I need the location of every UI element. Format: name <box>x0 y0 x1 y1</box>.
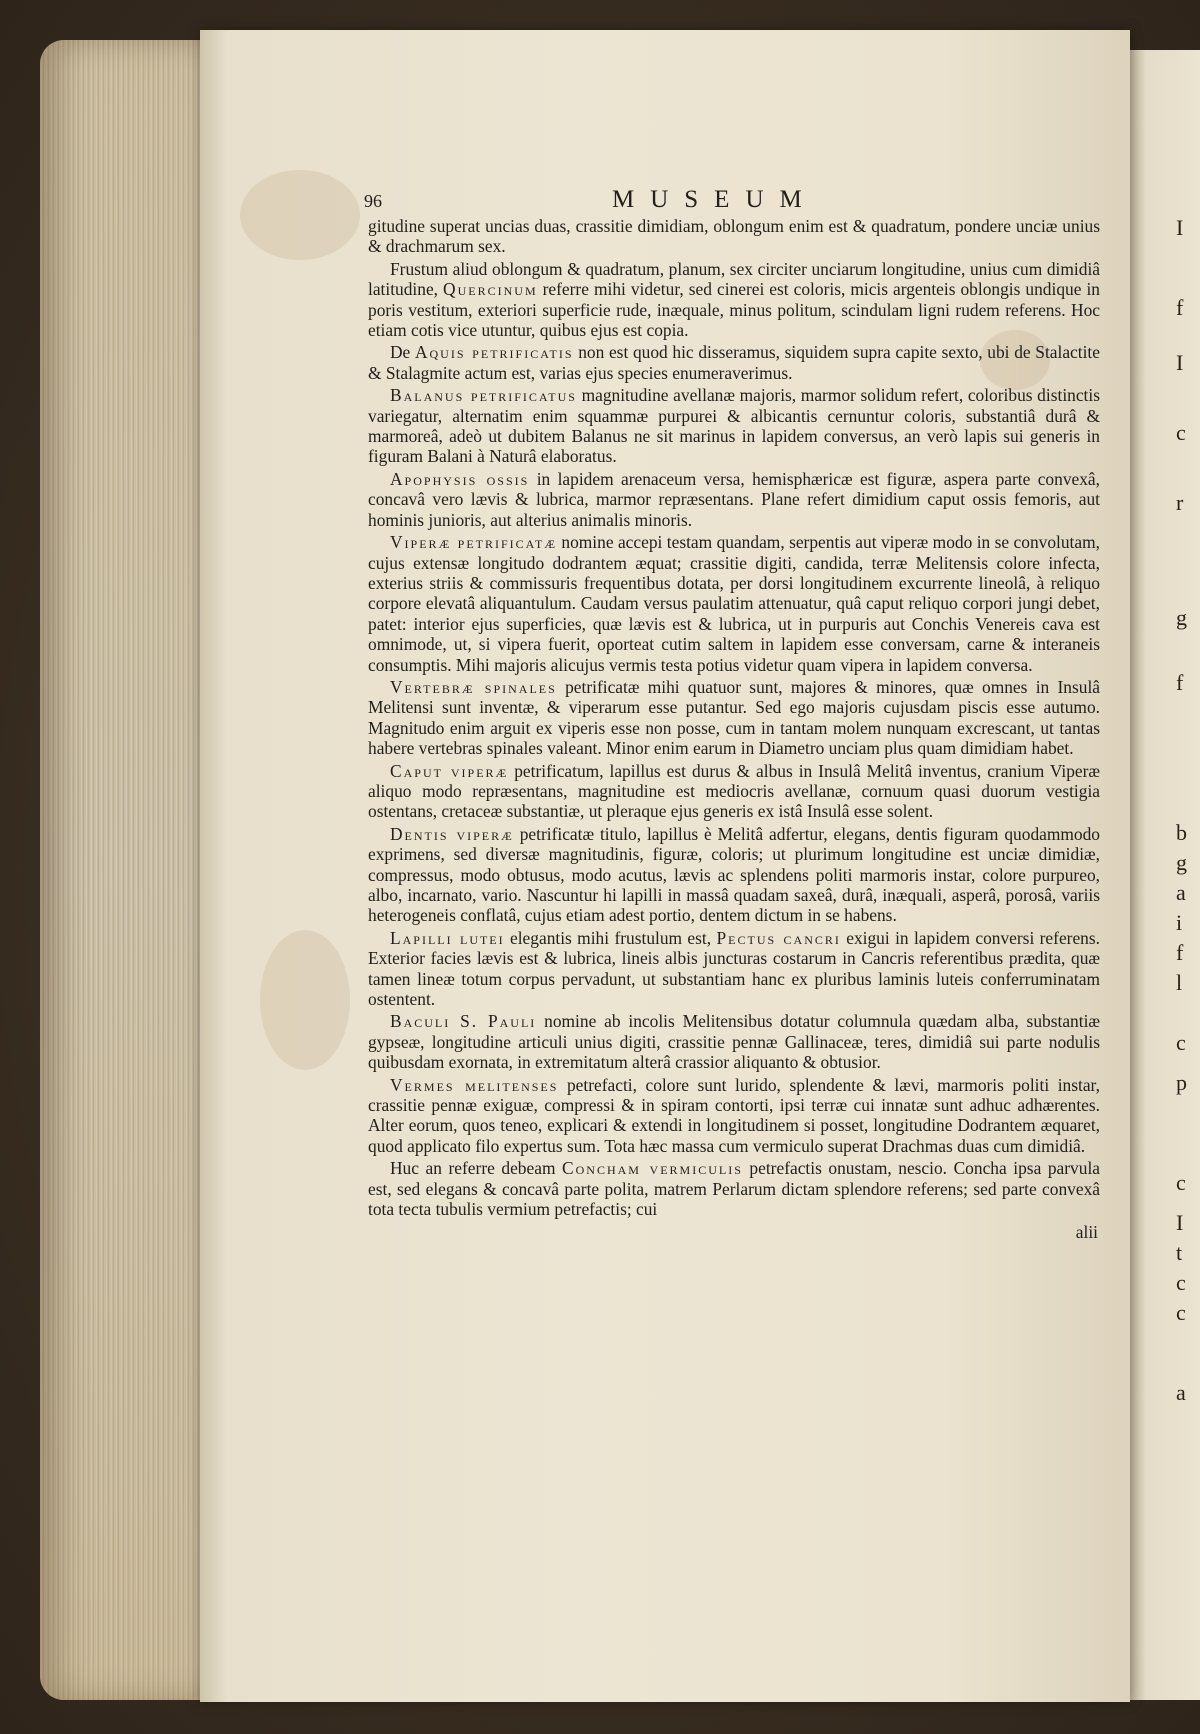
foxing-spot <box>240 170 360 260</box>
paragraph-text: petrificatæ titulo, lapillus è Melitâ adfertur, elegans, dentis figuram quodammodo exprimens, sed diversæ magnitudinis, figuræ, coloris; ut plurimum longitudine est unciæ dimidiæ, compressus, modo obtusus, modo acutus, lævis ac splendens politi marmoris instar, colore purpureo, albo, incarnato, vario. Nascuntur hi lapilli in massâ quadam saxeâ, durâ, inæquali, asperâ, porosâ, variis heterogeneis conflatâ, cujus etiam adest portio, dentem dictum in se habens. <box>368 823 1100 926</box>
small-caps-term: Caput viperæ <box>390 760 509 781</box>
facing-page-letter: c <box>1176 1170 1186 1195</box>
facing-page-letter: c <box>1176 1300 1186 1325</box>
paragraph-text: gitudine superat uncias duas, crassitie dimidiam, oblongum enim est & quadratum, pondere unciæ unius & drachmarum sex. <box>368 216 1100 257</box>
facing-page-letter: p <box>1176 1070 1187 1095</box>
facing-page-letter: g <box>1176 850 1187 875</box>
paragraph-text: nomine ab incolis Melitensibus dotatur columnula quædam alba, substantiæ gypseæ, longitudine articuli unius digiti, crassitie pennæ Gallinaceæ, teres, dimidiâ sui parte nodulis quibusdam exornata, in extremitatum alterâ crassior aliquanto & obtusior. <box>368 1011 1100 1073</box>
paragraph-text: petrefactis onustam, nescio. Concha ipsa parvula est, sed elegans & concavâ parte polita, matrem Perlarum dictam splendore referens; sed parte convexâ tota tecta tubulis vermium petrefactis; cui <box>368 1158 1100 1220</box>
paragraph-text: exigui in lapidem conversi referens. Exterior facies lævis est & lubrica, lineis albis juncturas costarum in Cancris referentibus prædita, quæ tamen lineæ totum corpus pervadunt, ut substantiam hanc ex pluribus laminis luteis conferruminatam ostentent. <box>368 927 1100 1010</box>
page-block-edges <box>40 40 215 1700</box>
paragraph <box>368 216 1100 257</box>
paragraph-text: petrefacti, colore sunt lurido, splendente & lævi, marmoris politi instar, crassitie pennæ exiguæ, compressi & in spiram contorti, ipsi terræ cui innatæ sunt adhuc adhærentes. Alter eorum, quos teneo, explicari & extendi in longitudinem si posset, longitudine Dodrantem æquaret, quod applicato filo expertus sum. Tota hæc massa cum vermiculo superat Drachmas duas cum dimidiâ. <box>368 1074 1100 1156</box>
paragraph-text: non est quod hic disseramus, siquidem supra capite sexto, ubi de Stalactite & Stalagmite actum est, varias ejus species enumeraverimus. <box>368 342 1100 383</box>
catchword: alii <box>1075 1221 1098 1242</box>
facing-page-letter: g <box>1176 605 1187 630</box>
facing-page-letter: a <box>1176 1380 1186 1405</box>
paragraph-text: Huc an referre debeam <box>390 1158 563 1179</box>
paragraph-text: De <box>390 342 415 363</box>
paragraph <box>368 824 1100 926</box>
paragraph-text: referre mihi videtur, sed cinerei est coloris, micis argenteis oblongis undique in poris vestitum, exteriori superficie rude, inæquale, minus politum, scindulam ligni rudem referens. Hoc etiam cotis vice utuntur, quibus ejus est copia. <box>368 279 1100 341</box>
facing-page-letter: f <box>1176 940 1184 965</box>
facing-page-letter: c <box>1176 420 1186 445</box>
facing-page-letter: t <box>1176 1240 1183 1265</box>
foxing-spot <box>260 930 350 1070</box>
page-text-block <box>364 186 1101 1242</box>
small-caps-term: Balanus petrificatus <box>390 385 577 406</box>
running-head <box>364 186 1100 214</box>
facing-page-letter: I <box>1176 215 1184 240</box>
paragraph-text: elegantis mihi frustulum est, <box>504 927 717 948</box>
facing-page-letter: i <box>1176 910 1183 935</box>
paragraph-text: magnitudine avellanæ majoris, marmor solidum refert, coloribus distinctis variegatur, alternatim enim squammæ purpurei & albicantis cernuntur coloris, substantiâ durâ & marmoreâ, adeò ut dubitem Balanus ne sit marinus in lapidem conversus, an verò lapis sui generis in figuram Balani à Naturâ elaboratus. <box>368 385 1100 467</box>
paragraph <box>368 532 1100 675</box>
facing-page-letter: c <box>1176 1270 1186 1295</box>
paragraph <box>368 1075 1100 1157</box>
facing-page-letter: l <box>1176 970 1183 995</box>
facing-page-letter: I <box>1176 1210 1184 1235</box>
body-paragraphs <box>368 216 1100 1220</box>
small-caps-term: Aquis petrificatis <box>414 342 574 363</box>
small-caps-term: Vermes melitenses <box>390 1074 559 1095</box>
small-caps-term: Vertebræ spinales <box>390 676 557 697</box>
paragraph <box>368 259 1100 341</box>
paragraph-text: Frustum aliud oblongum & quadratum, planum, sex circiter unciarum longitudine, unius cum dimidiâ latitudine, <box>368 258 1100 300</box>
small-caps-term: Pectus cancri <box>716 927 841 948</box>
facing-page-letter: I <box>1176 350 1184 375</box>
small-caps-term: Quercinum <box>443 279 538 300</box>
paragraph <box>368 761 1100 822</box>
small-caps-term: Viperæ petrificatæ <box>390 532 557 553</box>
paragraph-text: petrificatæ mihi quatuor sunt, majores & minores, quæ omnes in Insulâ Melitensi sunt inventæ, & viperarum esse putantur. Sed ego majoris cujusdam piscis esse autumo. Magnitudo enim arguit ex viperis esse non posse, cum in tantam molem nunquam excrescant, ut tantas habere vertebras spinales valeant. Minor enim earum in Diametro unciam plus quam dimidiam habet. <box>368 676 1101 759</box>
facing-page-letter: a <box>1176 880 1186 905</box>
facing-page-letter: c <box>1176 1030 1186 1055</box>
facing-page-letter: b <box>1176 820 1187 845</box>
paragraph-text: in lapidem arenaceum versa, hemisphæricæ est figuræ, aspera parte convexâ, concavâ vero lævis & lubrica, marmor repræsentans. Plane refert dimidium caput ossis femoris, aut hominis junioris, aut alterius animalis minoris. <box>368 468 1100 530</box>
paragraph <box>368 677 1100 759</box>
small-caps-term: Apophysis ossis <box>390 468 530 489</box>
paragraph <box>368 1011 1100 1072</box>
facing-page-letter: f <box>1176 670 1184 695</box>
paragraph <box>368 928 1100 1010</box>
small-caps-term: Concham vermiculis <box>562 1158 743 1179</box>
facing-page-letter: f <box>1176 295 1184 320</box>
paragraph-text: petrificatum, lapillus est durus & albus in Insulâ Melitâ inventus, cranium Viperæ aliquo modo repræsentans, magnitudine est mediocris avellanæ, cornuum quasi duorum vestigia ostentans, cretaceæ substantiæ, ut pleraque ejus generis ex istâ Insulâ esse solent. <box>368 760 1101 822</box>
facing-page-edge <box>1128 50 1200 1700</box>
paragraph-text: nomine accepi testam quandam, serpentis aut viperæ modo in se convolutam, cujus extensæ longitudo dodrantem æquat; crassitie digiti, candida, terræ Melitensis colore infecta, exterius striis & commissuris frequentibus dotata, per dorsi longitudinem excurrente lineolâ, à reliquo corpore elevatâ aliquantulum. Caudam versus paulatim attenuatur, quâ caput reliquo corpori jungi debet, patet: interior ejus superficies, quæ lævis est & lubrica, ut in purpuris aut Conchis Venereis cava est omnimode, ut, si vipera fuerit, oporteat cutim saltem in lapidem esse conversam, carne & interaneis consumptis. Mihi majoris alicujus vermis testa potius videtur quam vipera in lapidem conversa. <box>368 532 1100 675</box>
paragraph <box>368 385 1100 467</box>
paragraph <box>368 342 1100 383</box>
page-number: 96 <box>364 191 382 211</box>
paragraph <box>368 469 1100 530</box>
small-caps-term: Dentis viperæ <box>390 823 514 844</box>
small-caps-term: Lapilli lutei <box>390 927 505 948</box>
small-caps-term: Baculi S. Pauli <box>390 1011 537 1032</box>
paragraph <box>368 1158 1100 1219</box>
running-head-title: MUSEUM <box>612 186 818 213</box>
facing-page-letter: r <box>1176 490 1184 515</box>
